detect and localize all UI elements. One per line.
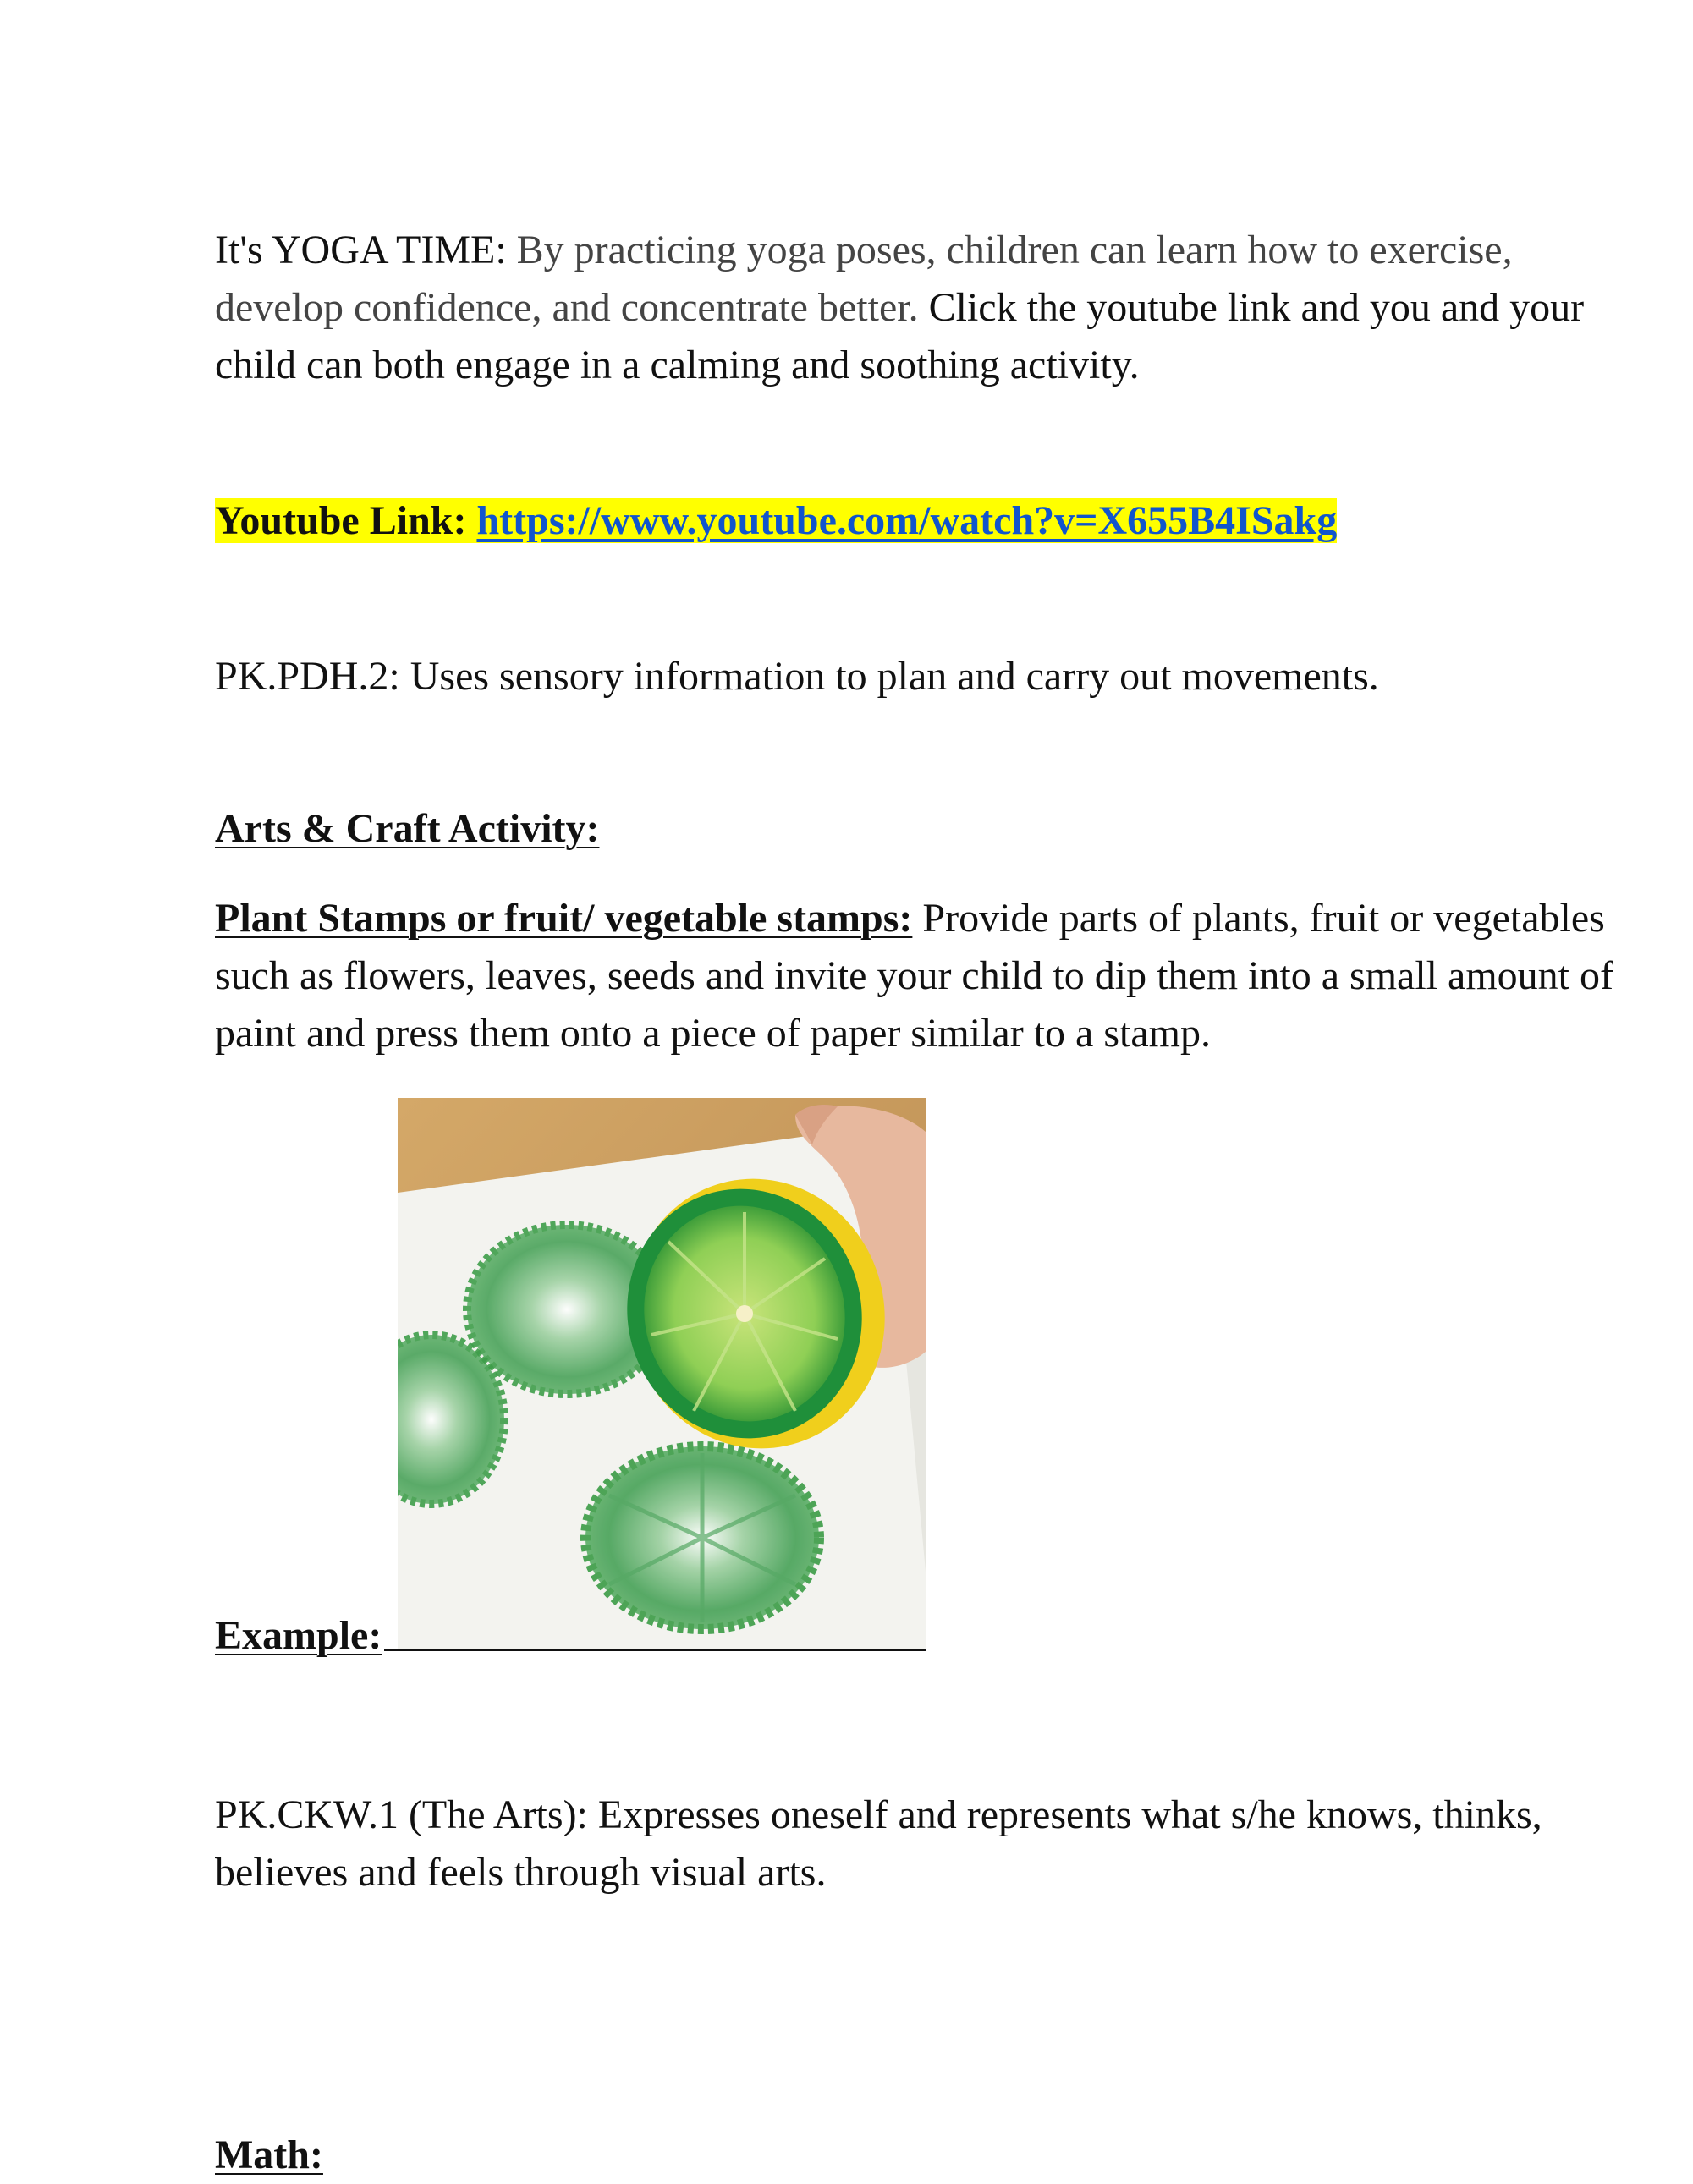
youtube-line bbox=[215, 492, 1619, 550]
youtube-label-text: Youtube Link: bbox=[215, 498, 467, 543]
math-heading: Math: bbox=[215, 2132, 323, 2177]
plant-stamps-body: Provide parts of plants, fruit or vegetables such as flowers, leaves, seeds and invite your child to dip them into a small amount of paint and press them onto a piece of paper similar to a stamp. bbox=[215, 896, 1613, 1056]
plant-stamps-title: Plant Stamps or fruit/ vegetable stamps: bbox=[215, 896, 913, 941]
plant-stamps-paragraph bbox=[215, 890, 1619, 1062]
lime-stamp-illustration bbox=[398, 1098, 926, 1649]
yoga-instruction: Click the youtube link and you and your child can both engage in a calming and soothing activity. bbox=[215, 285, 1585, 387]
youtube-link[interactable]: https://www.youtube.com/watch?v=X655B4ISakg bbox=[476, 498, 1338, 543]
yoga-paragraph bbox=[215, 222, 1619, 394]
youtube-link-label bbox=[215, 498, 1337, 543]
example-label: Example: bbox=[215, 1613, 382, 1658]
example-underline bbox=[384, 1649, 926, 1651]
example-row bbox=[215, 1098, 926, 1656]
lime-print-bottom bbox=[585, 1446, 819, 1629]
standard-pdh: PK.PDH.2: Uses sensory information to plan and carry out movements. bbox=[215, 654, 1379, 699]
yoga-description: By practicing yoga poses, children can learn how to exercise, develop confidence, and concentrate better. bbox=[215, 228, 1513, 330]
arts-craft-heading: Arts & Craft Activity: bbox=[215, 806, 600, 851]
yoga-lead: It's YOGA TIME: bbox=[215, 228, 507, 272]
lime-stamp-photo bbox=[398, 1098, 926, 1649]
standard-ckw: PK.CKW.1 (The Arts): Expresses oneself and represents what s/he knows, thinks, believes and feels through visual arts. bbox=[215, 1792, 1542, 1895]
